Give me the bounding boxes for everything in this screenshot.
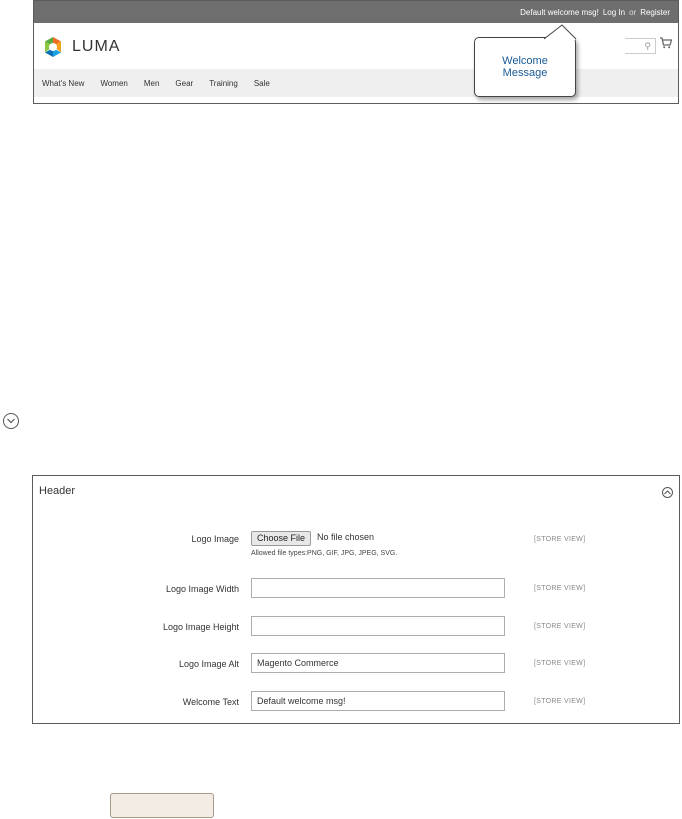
scope-label: [STORE VIEW] bbox=[534, 698, 586, 705]
logo-width-label: Logo Image Width bbox=[165, 584, 239, 594]
nav-item-training[interactable]: Training bbox=[209, 78, 238, 88]
logo-text: LUMA bbox=[72, 38, 121, 55]
store-header bbox=[34, 23, 678, 69]
store-top-bar bbox=[34, 1, 678, 23]
register-link[interactable]: Register bbox=[640, 7, 670, 17]
logo-alt-input[interactable]: Magento Commerce bbox=[251, 653, 505, 673]
cart-icon[interactable] bbox=[660, 37, 672, 49]
scope-label: [STORE VIEW] bbox=[534, 585, 586, 592]
scope-label: [STORE VIEW] bbox=[534, 660, 586, 667]
luma-logo-mark-icon bbox=[42, 36, 64, 58]
store-search-input[interactable] bbox=[625, 38, 656, 54]
choose-file-button[interactable]: Choose File bbox=[251, 531, 311, 546]
nav-item-women[interactable]: Women bbox=[100, 78, 128, 88]
welcome-text-label: Welcome Text bbox=[182, 697, 239, 707]
allowed-file-types: Allowed file types:PNG, GIF, JPG, JPEG, SVG. bbox=[251, 550, 398, 557]
logo-alt-label: Logo Image Alt bbox=[178, 659, 239, 669]
store-nav bbox=[34, 69, 678, 97]
collapse-panel-button[interactable] bbox=[662, 487, 673, 498]
logo-image-label: Logo Image bbox=[191, 534, 239, 544]
nav-item-gear[interactable]: Gear bbox=[175, 78, 194, 88]
nav-item-men[interactable]: Men bbox=[143, 78, 160, 88]
expand-chevron-button[interactable] bbox=[3, 413, 19, 429]
action-button[interactable] bbox=[110, 793, 214, 818]
logo-height-input[interactable] bbox=[251, 616, 505, 636]
callout-pointer bbox=[514, 24, 578, 40]
logo-height-label: Logo Image Height bbox=[162, 622, 239, 632]
file-status: No file chosen bbox=[317, 532, 375, 542]
nav-item-whats-new[interactable]: What's New bbox=[42, 78, 85, 88]
callout-text: Welcome Message bbox=[502, 55, 548, 79]
welcome-text-input[interactable]: Default welcome msg! bbox=[251, 691, 505, 711]
storefront-preview bbox=[33, 0, 679, 104]
nav-item-sale[interactable]: Sale bbox=[253, 78, 270, 88]
scope-label: [STORE VIEW] bbox=[534, 623, 586, 630]
chevron-down-icon bbox=[7, 418, 15, 424]
welcome-message-callout bbox=[474, 37, 576, 97]
welcome-message: Default welcome msg! bbox=[520, 7, 599, 17]
logo-width-input[interactable] bbox=[251, 578, 505, 598]
header-config-panel bbox=[32, 475, 680, 724]
chevron-up-icon bbox=[664, 490, 671, 495]
or-text: or bbox=[629, 7, 637, 17]
scope-label: [STORE VIEW] bbox=[534, 536, 586, 543]
panel-title: Header bbox=[39, 485, 76, 497]
search-icon[interactable]: ⚲ bbox=[644, 41, 651, 51]
store-logo[interactable] bbox=[42, 36, 120, 58]
login-link[interactable]: Log In bbox=[602, 7, 626, 17]
